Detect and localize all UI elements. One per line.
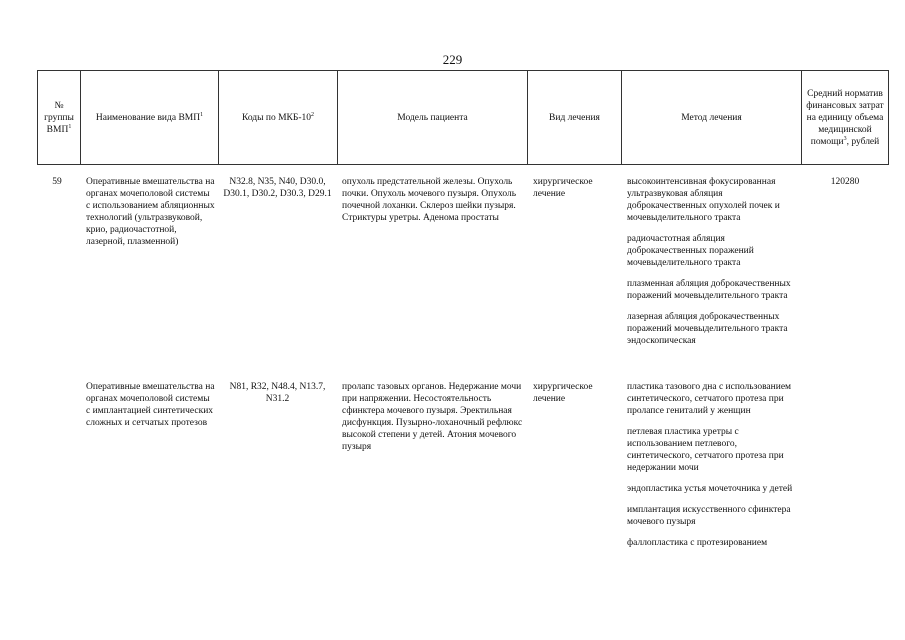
method-item: лазерная абляция доброкачественных поражений мочевыделительного тракта эндоскопическая (627, 312, 788, 346)
cell-mkb-codes: N32.8, N35, N40, D30.0, D30.1, D30.2, D30.3, D29.1 (223, 177, 332, 199)
header-divider (888, 70, 889, 165)
cell-patient-model: опухоль предстательной железы. Опухоль почки. Опухоль мочевого пузыря. Опухоль почечной лоханки. Склероз шейки пузыря. Стриктуры уретры. Аденома простаты (342, 177, 517, 223)
cell-vmp-name: Оперативные вмешательства на органах мочеполовой системы с имплантацией синтетических сложных и сетчатых протезов (86, 382, 215, 428)
cell-mkb-codes: N81, R32, N48.4, N13.7, N31.2 (229, 382, 326, 404)
table-header-bottom-border (37, 164, 889, 165)
cell-avg-norm: 120280 (830, 177, 860, 187)
cell-treatment-type: хирургическое лечение (533, 382, 593, 404)
header-mkb-codes: Коды по МКБ-$10^2$ (241, 111, 315, 123)
header-group-no: № группы ВМП$^1$ (44, 100, 74, 135)
cell-treatment-methods (627, 381, 800, 558)
cell-patient-model: пролапс тазовых органов. Недержание мочи при напряжении. Несостоятельность сфинктера мочевого пузыря. Эректильная дисфункция. Пузырно-лоханочный рефлюкс высокой степени у детей. Атония мочевого пузыря (342, 382, 523, 452)
header-patient-model: Модель пациента (397, 112, 468, 123)
cell-treatment-methods (627, 176, 800, 356)
page-number: 229 (442, 52, 463, 67)
header-treatment-method: Метод лечения (681, 112, 742, 123)
method-item: радиочастотная абляция доброкачественных поражений мочевыделительного тракта (627, 234, 754, 268)
header-vmp-name: Наименование вида ВМП$^1$ (95, 111, 204, 123)
method-item: петлевая пластика уретры с использованием петлевого, синтетического, сетчатого протеза при недержании мочи (627, 427, 784, 473)
header-treatment-type: Вид лечения (549, 112, 600, 123)
method-item: пластика тазового дна с использованием синтетического, сетчатого протеза при пролапсе гениталий у женщин (627, 382, 792, 416)
method-item: фаллопластика с протезированием (627, 538, 768, 548)
cell-vmp-name: Оперативные вмешательства на органах мочеполовой системы с использованием абляционных технологий (ультразвуковой, крио, радиочастотной, лазерной, плазменной) (86, 177, 215, 247)
method-item: высокоинтенсивная фокусированная ультразвуковая абляция доброкачественных опухолей почек и мочевыделительного тракта (627, 177, 780, 223)
header-avg-norm: Средний норматив финансовых затрат на единицу объема медицинской помощи$^3$, рублей (806, 88, 884, 147)
method-item: имплантация искусственного сфинктера мочевого пузыря (627, 505, 791, 527)
cell-treatment-type: хирургическое лечение (533, 177, 593, 199)
method-item: плазменная абляция доброкачественных поражений мочевыделительного тракта (627, 279, 791, 301)
method-item: эндопластика устья мочеточника у детей (627, 484, 793, 494)
cell-group-no: 59 (52, 177, 62, 187)
